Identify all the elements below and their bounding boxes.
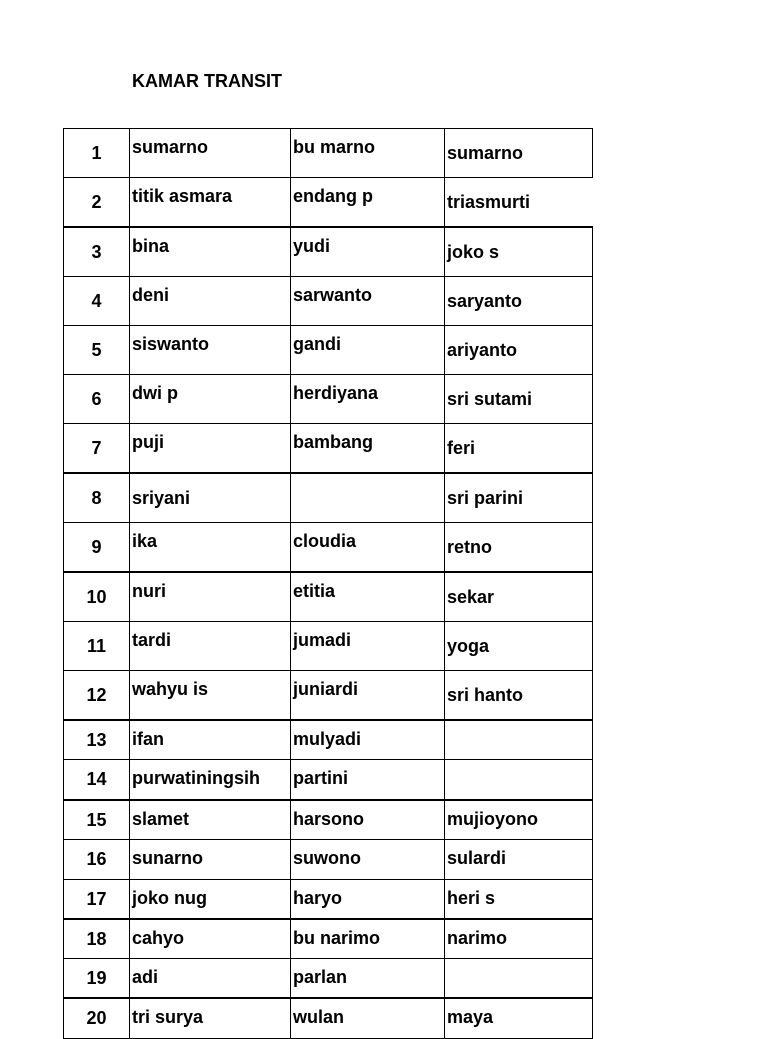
table-row xyxy=(64,622,593,671)
name-cell-1: dwi p xyxy=(130,375,291,424)
table-row xyxy=(64,178,593,228)
room-table xyxy=(63,128,593,1039)
name-cell-3: narimo xyxy=(445,919,593,959)
name-cell-2: endang p xyxy=(291,178,445,228)
row-number: 1 xyxy=(64,129,130,178)
name-cell-2: gandi xyxy=(291,326,445,375)
name-cell-2: yudi xyxy=(291,227,445,277)
room-table-body xyxy=(64,129,593,1039)
name-cell-3: triasmurti xyxy=(445,178,593,228)
name-cell-1: siswanto xyxy=(130,326,291,375)
name-cell-3: sekar xyxy=(445,572,593,622)
name-cell-1: ifan xyxy=(130,720,291,760)
row-number: 6 xyxy=(64,375,130,424)
name-cell-3: mujioyono xyxy=(445,800,593,840)
name-cell-3 xyxy=(445,720,593,760)
name-cell-3 xyxy=(445,760,593,800)
name-cell-1: purwatiningsih xyxy=(130,760,291,800)
row-number: 19 xyxy=(64,959,130,999)
name-cell-3: heri s xyxy=(445,879,593,919)
name-cell-3: sulardi xyxy=(445,839,593,879)
name-cell-3: sri hanto xyxy=(445,671,593,721)
table-row xyxy=(64,326,593,375)
name-cell-1: nuri xyxy=(130,572,291,622)
name-cell-2: suwono xyxy=(291,839,445,879)
name-cell-3 xyxy=(445,959,593,999)
table-row xyxy=(64,572,593,622)
name-cell-1: cahyo xyxy=(130,919,291,959)
row-number: 8 xyxy=(64,473,130,523)
name-cell-1: wahyu is xyxy=(130,671,291,721)
table-row xyxy=(64,473,593,523)
name-cell-3: yoga xyxy=(445,622,593,671)
row-number: 18 xyxy=(64,919,130,959)
name-cell-1: tardi xyxy=(130,622,291,671)
row-number: 9 xyxy=(64,523,130,573)
table-row xyxy=(64,800,593,840)
name-cell-2: bambang xyxy=(291,424,445,474)
name-cell-2: herdiyana xyxy=(291,375,445,424)
name-cell-2: bu marno xyxy=(291,129,445,178)
row-number: 16 xyxy=(64,839,130,879)
row-number: 10 xyxy=(64,572,130,622)
name-cell-2: cloudia xyxy=(291,523,445,573)
name-cell-3: saryanto xyxy=(445,277,593,326)
name-cell-2: parlan xyxy=(291,959,445,999)
table-row xyxy=(64,277,593,326)
table-row xyxy=(64,227,593,277)
name-cell-3: sri parini xyxy=(445,473,593,523)
table-row xyxy=(64,720,593,760)
row-number: 3 xyxy=(64,227,130,277)
row-number: 4 xyxy=(64,277,130,326)
row-number: 15 xyxy=(64,800,130,840)
table-row xyxy=(64,919,593,959)
name-cell-3: maya xyxy=(445,998,593,1038)
row-number: 12 xyxy=(64,671,130,721)
name-cell-2: haryo xyxy=(291,879,445,919)
row-number: 17 xyxy=(64,879,130,919)
name-cell-1: adi xyxy=(130,959,291,999)
table-row xyxy=(64,879,593,919)
name-cell-3: sri sutami xyxy=(445,375,593,424)
row-number: 14 xyxy=(64,760,130,800)
name-cell-2: harsono xyxy=(291,800,445,840)
name-cell-3: sumarno xyxy=(445,129,593,178)
name-cell-2: mulyadi xyxy=(291,720,445,760)
name-cell-2: bu narimo xyxy=(291,919,445,959)
name-cell-3: feri xyxy=(445,424,593,474)
name-cell-2: etitia xyxy=(291,572,445,622)
row-number: 7 xyxy=(64,424,130,474)
name-cell-3: ariyanto xyxy=(445,326,593,375)
name-cell-1: deni xyxy=(130,277,291,326)
name-cell-1: bina xyxy=(130,227,291,277)
table-row xyxy=(64,129,593,178)
name-cell-2: jumadi xyxy=(291,622,445,671)
table-row xyxy=(64,959,593,999)
name-cell-3: retno xyxy=(445,523,593,573)
table-row xyxy=(64,424,593,474)
name-cell-1: slamet xyxy=(130,800,291,840)
name-cell-3: joko s xyxy=(445,227,593,277)
row-number: 13 xyxy=(64,720,130,760)
table-row xyxy=(64,523,593,573)
name-cell-1: puji xyxy=(130,424,291,474)
name-cell-1: ika xyxy=(130,523,291,573)
row-number: 5 xyxy=(64,326,130,375)
name-cell-1: titik asmara xyxy=(130,178,291,228)
name-cell-1: sriyani xyxy=(130,473,291,523)
name-cell-1: joko nug xyxy=(130,879,291,919)
table-row xyxy=(64,671,593,721)
name-cell-1: sunarno xyxy=(130,839,291,879)
row-number: 20 xyxy=(64,998,130,1038)
table-row xyxy=(64,375,593,424)
table-row xyxy=(64,839,593,879)
table-row xyxy=(64,998,593,1038)
name-cell-2: wulan xyxy=(291,998,445,1038)
page-title: KAMAR TRANSIT xyxy=(132,71,282,91)
name-cell-2: sarwanto xyxy=(291,277,445,326)
name-cell-1: sumarno xyxy=(130,129,291,178)
name-cell-2: partini xyxy=(291,760,445,800)
name-cell-2: juniardi xyxy=(291,671,445,721)
table-row xyxy=(64,760,593,800)
name-cell-1: tri surya xyxy=(130,998,291,1038)
row-number: 2 xyxy=(64,178,130,228)
name-cell-2 xyxy=(291,473,445,523)
row-number: 11 xyxy=(64,622,130,671)
